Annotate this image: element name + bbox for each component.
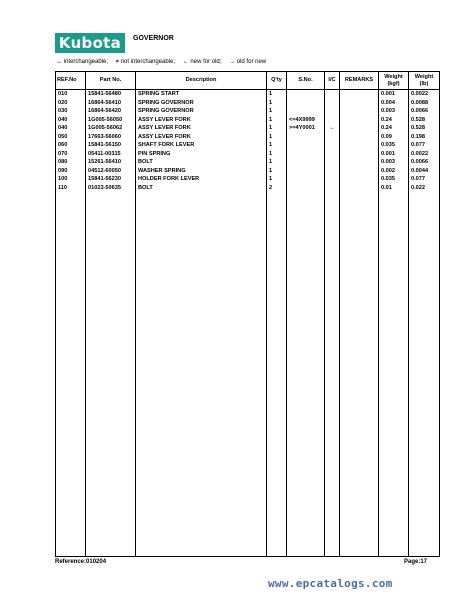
cell-part-no: 04512-60050: [86, 167, 136, 176]
cell-serial-no: [287, 167, 325, 176]
cell-part-no: 15261-56410: [86, 158, 136, 167]
cell-weight-lb: 0.0044: [409, 167, 440, 176]
col-ic: I/C: [325, 72, 340, 90]
cell-remarks: [340, 150, 379, 159]
cell-weight-kgf: 0.09: [379, 133, 409, 142]
cell-ref-no: 110: [56, 184, 86, 193]
cell-serial-no: [287, 184, 325, 193]
page-number: Page:17: [404, 559, 428, 565]
cell-ref-no: 040: [56, 116, 86, 125]
cell-ref-no: 050: [56, 133, 86, 142]
table-row: [56, 116, 440, 125]
cell-remarks: [340, 167, 379, 176]
cell-weight-kgf: 0.002: [379, 167, 409, 176]
cell-remarks: [340, 158, 379, 167]
col-remarks: REMARKS: [340, 72, 379, 90]
cell-ref-no: 070: [56, 150, 86, 159]
cell-part-no: 16864-56420: [86, 107, 136, 116]
cell-part-no: 16864-56410: [86, 99, 136, 108]
cell-ref-no: 080: [56, 158, 86, 167]
cell-serial-no: [287, 158, 325, 167]
cell-serial-no: [287, 90, 325, 99]
table-filler-row: [56, 192, 440, 557]
cell-qty: 1: [267, 116, 287, 125]
cell-remarks: [340, 175, 379, 184]
col-weight-lb: Weight (lb): [409, 72, 440, 90]
legend-new-for-old: ← new for old;: [182, 59, 222, 65]
cell-weight-lb: 0.077: [409, 141, 440, 150]
empty-cell: [56, 192, 86, 557]
cell-remarks: [340, 99, 379, 108]
cell-qty: 1: [267, 124, 287, 133]
cell-serial-no: [287, 150, 325, 159]
cell-ic: [325, 133, 340, 142]
cell-ref-no: 100: [56, 175, 86, 184]
cell-weight-kgf: 0.003: [379, 107, 409, 116]
cell-ic: [325, 141, 340, 150]
cell-weight-kgf: 0.035: [379, 141, 409, 150]
cell-weight-lb: 0.0066: [409, 158, 440, 167]
cell-description: BOLT: [136, 158, 267, 167]
col-part-no: Part No.: [86, 72, 136, 90]
cell-serial-no: <=4X9999: [287, 116, 325, 125]
cell-remarks: [340, 141, 379, 150]
table-body: [56, 90, 440, 557]
parts-table: [55, 71, 440, 557]
cell-ic: [325, 167, 340, 176]
cell-weight-kgf: 0.24: [379, 116, 409, 125]
cell-qty: 1: [267, 90, 287, 99]
cell-part-no: 05411-00315: [86, 150, 136, 159]
cell-part-no: 1G005-56062: [86, 124, 136, 133]
cell-weight-kgf: 0.001: [379, 90, 409, 99]
cell-serial-no: [287, 175, 325, 184]
cell-part-no: 15841-56230: [86, 175, 136, 184]
cell-description: PIN SPRING: [136, 150, 267, 159]
watermark: www.epcatalogs.com: [268, 577, 393, 590]
empty-cell: [409, 192, 440, 557]
cell-serial-no: >=4Y0001: [287, 124, 325, 133]
cell-part-no: 17663-56060: [86, 133, 136, 142]
cell-ref-no: 060: [56, 141, 86, 150]
empty-cell: [379, 192, 409, 557]
cell-remarks: [340, 133, 379, 142]
cell-description: ASSY LEVER FORK: [136, 133, 267, 142]
empty-cell: [340, 192, 379, 557]
col-weight-kgf: Weight (kgf): [379, 72, 409, 90]
cell-weight-kgf: 0.003: [379, 158, 409, 167]
cell-qty: 1: [267, 107, 287, 116]
cell-qty: 1: [267, 141, 287, 150]
cell-ic: ←: [325, 124, 340, 133]
cell-serial-no: [287, 107, 325, 116]
legend: [56, 59, 272, 65]
col-qty: Q'ty: [267, 72, 287, 90]
cell-weight-lb: 0.528: [409, 124, 440, 133]
table-row: [56, 141, 440, 150]
cell-ic: [325, 175, 340, 184]
empty-cell: [287, 192, 325, 557]
cell-qty: 1: [267, 167, 287, 176]
col-serial-no: S.No.: [287, 72, 325, 90]
cell-qty: 1: [267, 158, 287, 167]
cell-weight-kgf: 0.001: [379, 150, 409, 159]
reference-code: Reference:010204: [55, 559, 107, 565]
cell-qty: 1: [267, 133, 287, 142]
table-row: [56, 184, 440, 193]
table-row: [56, 175, 440, 184]
cell-qty: 1: [267, 150, 287, 159]
empty-cell: [267, 192, 287, 557]
cell-ic: [325, 90, 340, 99]
cell-weight-kgf: 0.004: [379, 99, 409, 108]
cell-description: WASHER SPRING: [136, 167, 267, 176]
cell-remarks: [340, 124, 379, 133]
cell-weight-lb: 0.0022: [409, 150, 440, 159]
table-row: [56, 107, 440, 116]
cell-description: SPRING START: [136, 90, 267, 99]
cell-ic: [325, 116, 340, 125]
table-row: [56, 167, 440, 176]
cell-remarks: [340, 184, 379, 193]
cell-weight-kgf: 0.035: [379, 175, 409, 184]
cell-ic: [325, 107, 340, 116]
legend-interchangeable: ↔ interchangeable;: [56, 59, 109, 65]
cell-weight-kgf: 0.01: [379, 184, 409, 193]
col-description: Description: [136, 72, 267, 90]
cell-ref-no: 020: [56, 99, 86, 108]
cell-part-no: 1G005-56050: [86, 116, 136, 125]
cell-qty: 2: [267, 184, 287, 193]
cell-description: BOLT: [136, 184, 267, 193]
empty-cell: [136, 192, 267, 557]
cell-weight-lb: 0.077: [409, 175, 440, 184]
cell-serial-no: [287, 133, 325, 142]
cell-ref-no: 010: [56, 90, 86, 99]
cell-weight-kgf: 0.24: [379, 124, 409, 133]
cell-weight-lb: 0.0088: [409, 99, 440, 108]
cell-description: HOLDER FORK LEVER: [136, 175, 267, 184]
cell-description: SPRING GOVERNOR: [136, 99, 267, 108]
cell-weight-lb: 0.0022: [409, 90, 440, 99]
empty-cell: [86, 192, 136, 557]
cell-ic: [325, 99, 340, 108]
cell-remarks: [340, 90, 379, 99]
cell-ref-no: 090: [56, 167, 86, 176]
cell-description: ASSY LEVER FORK: [136, 124, 267, 133]
table-row: [56, 158, 440, 167]
cell-ic: [325, 184, 340, 193]
kubota-logo: Kubota: [55, 33, 125, 53]
legend-old-for-new: → old for new: [229, 59, 267, 65]
cell-description: SHAFT FORK LEVER: [136, 141, 267, 150]
table-row: [56, 99, 440, 108]
col-ref-no: REF.No: [56, 72, 86, 90]
cell-weight-lb: 0.022: [409, 184, 440, 193]
table-header-row: [56, 72, 440, 90]
table-row: [56, 133, 440, 142]
cell-part-no: 15841-56150: [86, 141, 136, 150]
empty-cell: [325, 192, 340, 557]
cell-serial-no: [287, 141, 325, 150]
cell-description: SPRING GOVERNOR: [136, 107, 267, 116]
cell-qty: 1: [267, 99, 287, 108]
cell-weight-lb: 0.0066: [409, 107, 440, 116]
cell-serial-no: [287, 99, 325, 108]
cell-part-no: 15841-56480: [86, 90, 136, 99]
legend-not-interchangeable: ≠ not interchangeable;: [115, 59, 176, 65]
cell-ref-no: 040: [56, 124, 86, 133]
cell-ref-no: 030: [56, 107, 86, 116]
table-row: [56, 150, 440, 159]
cell-weight-lb: 0.198: [409, 133, 440, 142]
cell-description: ASSY LEVER FORK: [136, 116, 267, 125]
table-row: [56, 90, 440, 99]
cell-remarks: [340, 107, 379, 116]
cell-ic: [325, 158, 340, 167]
cell-remarks: [340, 116, 379, 125]
cell-qty: 1: [267, 175, 287, 184]
table-row: [56, 124, 440, 133]
cell-weight-lb: 0.528: [409, 116, 440, 125]
cell-part-no: 01023-50635: [86, 184, 136, 193]
cell-ic: [325, 150, 340, 159]
page-title: GOVERNOR: [133, 35, 174, 42]
